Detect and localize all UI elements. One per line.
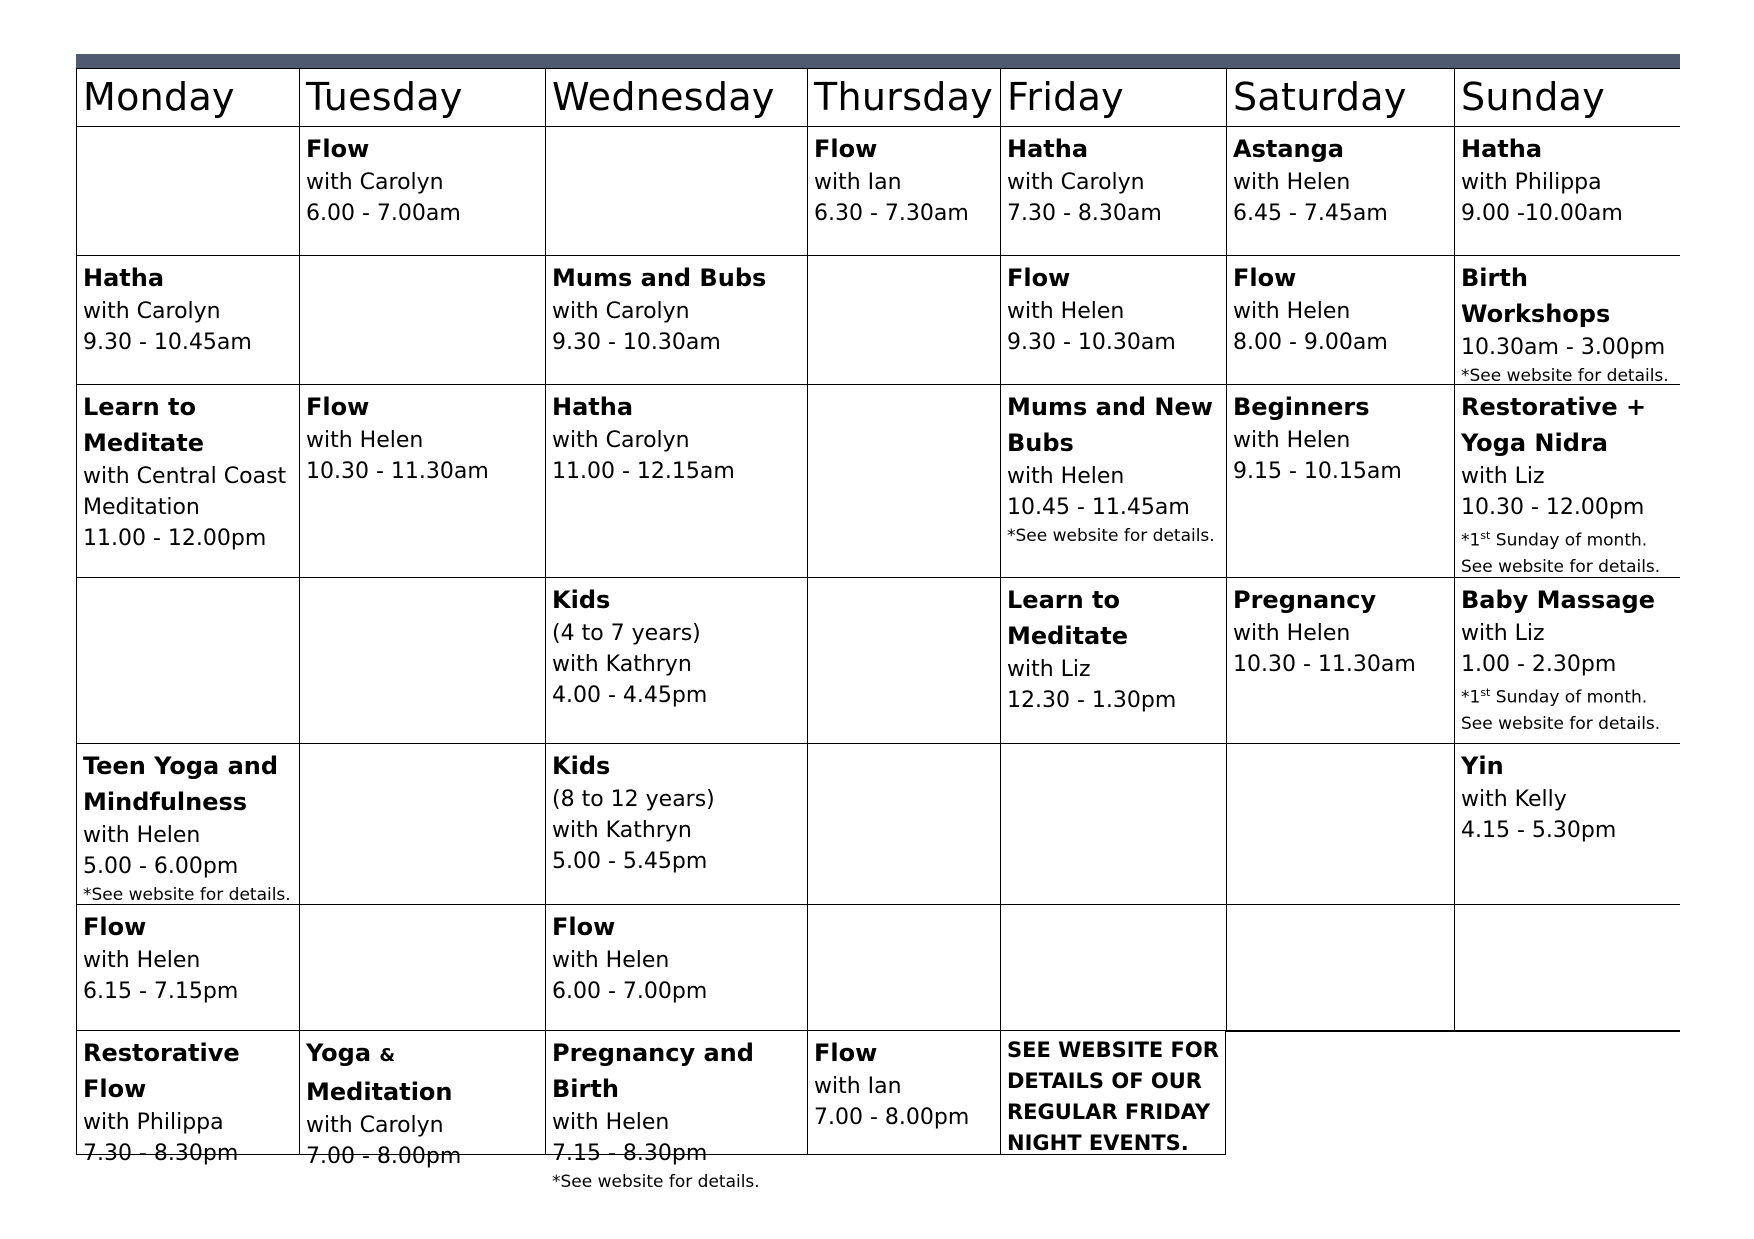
class-teacher: with Helen xyxy=(1233,299,1351,324)
class-cell xyxy=(76,905,299,1031)
class-note xyxy=(1461,523,1674,554)
day-wednesday: Wednesday xyxy=(545,69,807,127)
class-cell xyxy=(299,1031,545,1169)
class-teacher: with Carolyn xyxy=(552,428,690,453)
class-time: 9.15 - 10.15am xyxy=(1233,459,1402,484)
class-cell xyxy=(1226,127,1454,256)
class-time: 12.30 - 1.30pm xyxy=(1007,688,1177,713)
day-saturday: Saturday xyxy=(1226,69,1454,127)
class-teacher: with Liz xyxy=(1461,621,1545,646)
class-age: (4 to 7 years) xyxy=(552,621,701,646)
class-teacher: with Carolyn xyxy=(1007,170,1145,195)
class-teacher: with Liz xyxy=(1007,657,1091,682)
class-time: 5.00 - 5.45pm xyxy=(552,849,708,874)
class-time: 9.30 - 10.45am xyxy=(83,330,252,355)
note-ordinal: st xyxy=(1480,686,1491,699)
class-time: 7.00 - 8.00pm xyxy=(306,1144,462,1169)
class-cell xyxy=(76,127,299,256)
notice-line: DETAILS OF OUR xyxy=(1007,1069,1202,1093)
class-cell xyxy=(1000,256,1226,385)
class-title: Restorative Flow xyxy=(83,1039,240,1103)
class-note: See website for details. xyxy=(1461,556,1661,577)
table-row xyxy=(76,744,1680,905)
class-teacher: with Carolyn xyxy=(552,299,690,324)
class-note: *See website for details. xyxy=(552,1172,760,1192)
class-note: *See website for details. xyxy=(1461,366,1669,386)
class-cell xyxy=(76,385,299,578)
class-cell xyxy=(545,256,807,385)
note-prefix: *1 xyxy=(1461,687,1481,708)
class-cell xyxy=(299,385,545,578)
class-cell xyxy=(807,1031,1000,1155)
class-teacher: with Helen xyxy=(83,948,201,973)
class-title: Beginners xyxy=(1233,393,1370,421)
class-title: Flow xyxy=(1007,264,1071,292)
class-teacher: with Helen xyxy=(83,823,201,848)
class-title xyxy=(306,1035,539,1110)
class-cell xyxy=(807,578,1000,744)
class-cell xyxy=(1226,578,1454,744)
class-title: Hatha xyxy=(83,264,165,292)
notice-line: NIGHT EVENTS. xyxy=(1007,1131,1189,1155)
class-time: 4.00 - 4.45pm xyxy=(552,683,708,708)
class-cell xyxy=(545,905,807,1031)
class-teacher: with Philippa xyxy=(83,1110,224,1135)
class-cell xyxy=(1226,256,1454,385)
class-title: Kids xyxy=(552,752,611,780)
class-teacher: with Carolyn xyxy=(83,299,221,324)
class-cell xyxy=(807,127,1000,256)
day-sunday: Sunday xyxy=(1454,69,1680,127)
class-cell xyxy=(1454,744,1680,905)
class-teacher: with Helen xyxy=(1007,299,1125,324)
class-time: 9.30 - 10.30am xyxy=(552,330,721,355)
class-cell xyxy=(1454,578,1680,744)
blank-area xyxy=(1226,1031,1454,1155)
class-time: 10.30 - 11.30am xyxy=(1233,652,1416,677)
class-cell xyxy=(1454,256,1680,385)
class-teacher: with Philippa xyxy=(1461,170,1602,195)
class-teacher: with Helen xyxy=(1007,464,1125,489)
class-cell xyxy=(807,744,1000,905)
class-time: 6.00 - 7.00pm xyxy=(552,979,708,1004)
class-title: Hatha xyxy=(552,393,634,421)
class-title: Meditate xyxy=(83,429,204,457)
notice-line: SEE WEBSITE FOR xyxy=(1007,1038,1219,1062)
note-ordinal: st xyxy=(1480,529,1491,542)
class-title: Flow xyxy=(83,913,147,941)
class-teacher: with Ian xyxy=(814,170,902,195)
class-note: *See website for details. xyxy=(1007,526,1215,546)
class-cell xyxy=(807,256,1000,385)
table-row xyxy=(76,578,1680,744)
class-cell xyxy=(299,578,545,744)
table-row xyxy=(76,127,1680,256)
class-time: 1.00 - 2.30pm xyxy=(1461,652,1617,677)
class-time: 11.00 - 12.00pm xyxy=(83,526,267,551)
class-title: Hatha xyxy=(1461,135,1543,163)
class-cell xyxy=(807,905,1000,1031)
class-time: 10.45 - 11.45am xyxy=(1007,495,1190,520)
class-time: 9.30 - 10.30am xyxy=(1007,330,1176,355)
note-prefix: *1 xyxy=(1461,530,1481,551)
class-teacher: with Kathryn xyxy=(552,818,692,843)
class-cell xyxy=(1454,905,1680,1031)
ampersand: & xyxy=(379,1045,396,1066)
class-cell xyxy=(299,127,545,256)
class-title: Flow xyxy=(814,1039,878,1067)
class-teacher: with Helen xyxy=(1233,621,1351,646)
notice-line: REGULAR FRIDAY xyxy=(1007,1100,1211,1124)
note-suffix: Sunday of month. xyxy=(1490,530,1648,551)
class-cell xyxy=(545,744,807,905)
class-teacher: with Ian xyxy=(814,1074,902,1099)
class-cell xyxy=(299,744,545,905)
class-cell xyxy=(76,1031,299,1166)
class-cell xyxy=(76,744,299,905)
day-friday: Friday xyxy=(1000,69,1226,127)
class-cell xyxy=(545,1031,807,1192)
class-cell xyxy=(1454,385,1680,578)
class-time: 10.30 - 11.30am xyxy=(306,459,489,484)
title-part: Yoga xyxy=(306,1039,372,1067)
class-teacher: with Liz xyxy=(1461,464,1545,489)
class-cell xyxy=(1000,578,1226,744)
class-title: Flow xyxy=(814,135,878,163)
class-teacher: with Central Coast xyxy=(83,464,287,489)
class-cell xyxy=(1000,905,1226,1031)
class-title: Birth Workshops xyxy=(1461,264,1611,328)
class-title: Yin xyxy=(1461,752,1504,780)
class-teacher: with Helen xyxy=(306,428,424,453)
class-teacher: with Helen xyxy=(1233,170,1351,195)
class-title: Astanga xyxy=(1233,135,1344,163)
class-title: Baby Massage xyxy=(1461,586,1655,614)
day-header-row xyxy=(76,68,1680,127)
class-title: Bubs xyxy=(1007,429,1074,457)
class-cell xyxy=(1454,127,1680,256)
class-title: Meditate xyxy=(1007,622,1128,650)
class-cell xyxy=(1000,385,1226,578)
class-time: 6.15 - 7.15pm xyxy=(83,979,239,1004)
class-age: (8 to 12 years) xyxy=(552,787,715,812)
class-time: 9.00 -10.00am xyxy=(1461,201,1623,226)
class-note: *See website for details. xyxy=(83,885,291,905)
timetable xyxy=(76,68,1680,1192)
header-accent-bar xyxy=(76,54,1680,68)
class-title: Mums and Bubs xyxy=(552,264,767,292)
class-title: Yoga Nidra xyxy=(1461,429,1608,457)
table-row xyxy=(76,905,1680,1031)
class-teacher: with Helen xyxy=(552,948,670,973)
class-title: Flow xyxy=(306,135,370,163)
class-time: 7.00 - 8.00pm xyxy=(814,1105,970,1130)
blank-area xyxy=(1454,1031,1680,1155)
friday-events-notice xyxy=(1000,1031,1226,1155)
class-time: 6.30 - 7.30am xyxy=(814,201,969,226)
class-time: 11.00 - 12.15am xyxy=(552,459,735,484)
class-cell xyxy=(1226,385,1454,578)
class-note xyxy=(1461,680,1674,711)
class-time: 10.30am - 3.00pm xyxy=(1461,335,1666,360)
class-time: 4.15 - 5.30pm xyxy=(1461,818,1617,843)
class-cell xyxy=(1226,744,1454,905)
title-part: Meditation xyxy=(306,1078,453,1106)
table-row xyxy=(76,1031,1680,1192)
class-title: Flow xyxy=(1233,264,1297,292)
class-cell xyxy=(1000,127,1226,256)
class-cell xyxy=(1000,744,1226,905)
class-teacher: with Kathryn xyxy=(552,652,692,677)
class-cell xyxy=(299,905,545,1031)
class-title: Kids xyxy=(552,586,611,614)
class-cell xyxy=(807,385,1000,578)
class-teacher: with Kelly xyxy=(1461,787,1567,812)
class-time: 7.15 - 8.30pm xyxy=(552,1141,708,1166)
table-row xyxy=(76,256,1680,385)
class-time: 6.45 - 7.45am xyxy=(1233,201,1388,226)
class-teacher: with Helen xyxy=(1233,428,1351,453)
class-time: 10.30 - 12.00pm xyxy=(1461,495,1645,520)
day-thursday: Thursday xyxy=(807,69,1000,127)
class-time: 7.30 - 8.30am xyxy=(1007,201,1162,226)
class-title: Mindfulness xyxy=(83,788,248,816)
class-time: 5.00 - 6.00pm xyxy=(83,854,239,879)
class-cell xyxy=(299,256,545,385)
class-teacher: Meditation xyxy=(83,495,200,520)
class-cell xyxy=(1226,905,1454,1031)
class-title: Pregnancy xyxy=(1233,586,1377,614)
class-title: Pregnancy and Birth xyxy=(552,1039,754,1103)
class-time: 7.30 - 8.30pm xyxy=(83,1141,239,1166)
day-tuesday: Tuesday xyxy=(299,69,545,127)
class-title: Teen Yoga and xyxy=(83,752,279,780)
class-title: Mums and New xyxy=(1007,393,1213,421)
class-cell xyxy=(76,578,299,744)
class-teacher: with Carolyn xyxy=(306,170,444,195)
table-row xyxy=(76,385,1680,578)
class-cell xyxy=(545,578,807,744)
class-title: Flow xyxy=(306,393,370,421)
class-teacher: with Helen xyxy=(552,1110,670,1135)
class-teacher: with Carolyn xyxy=(306,1113,444,1138)
class-title: Learn to xyxy=(1007,586,1121,614)
class-time: 8.00 - 9.00am xyxy=(1233,330,1388,355)
class-time: 6.00 - 7.00am xyxy=(306,201,461,226)
note-suffix: Sunday of month. xyxy=(1490,687,1648,708)
class-title: Restorative + xyxy=(1461,393,1647,421)
class-cell xyxy=(545,127,807,256)
class-title: Hatha xyxy=(1007,135,1089,163)
day-monday: Monday xyxy=(76,69,299,127)
class-note: See website for details. xyxy=(1461,713,1661,734)
class-title: Flow xyxy=(552,913,616,941)
class-cell xyxy=(76,256,299,385)
class-title: Learn to xyxy=(83,393,197,421)
class-cell xyxy=(545,385,807,578)
